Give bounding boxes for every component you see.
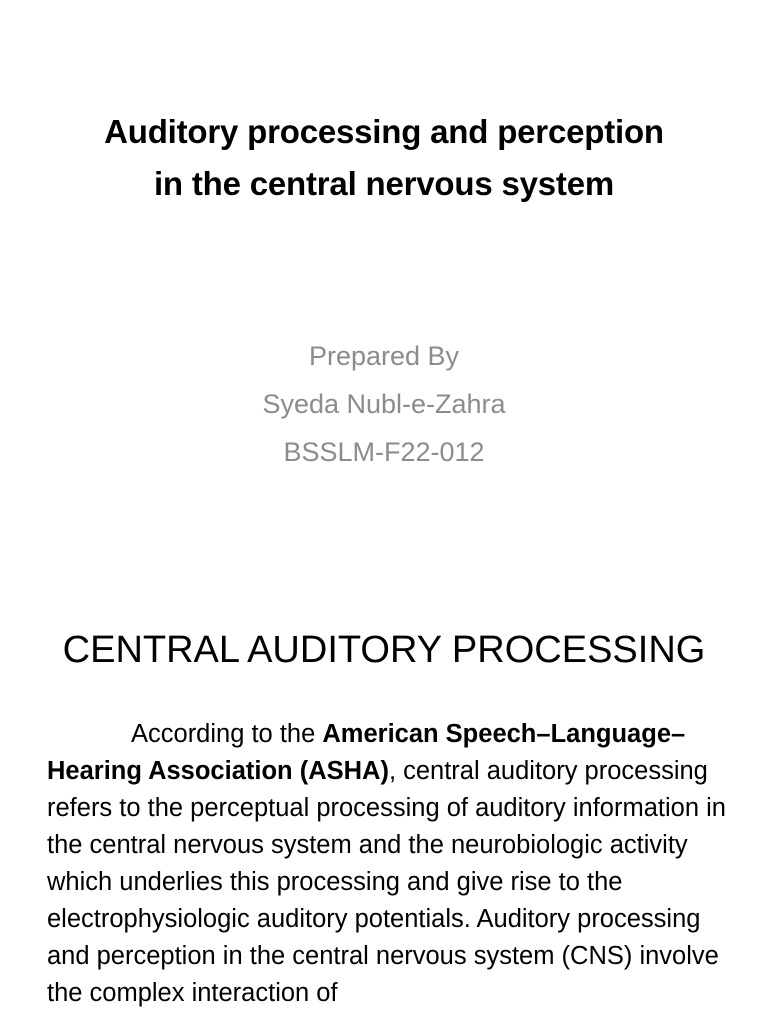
author-block: [0, 332, 768, 476]
body-rest: , central auditory processing refers to the perceptual processing of auditory information in the central nervous system and the neurobiologic activity which underlies this processing and give rise to the electrophysiologic auditory potentials. Auditory processing and perception in the central nervous system (CNS) involve the complex interaction of: [47, 757, 726, 1007]
content-slide: [0, 560, 768, 1024]
presentation-title: [20, 106, 748, 210]
body-paragraph: [47, 716, 737, 1012]
slide-heading: CENTRAL AUDITORY PROCESSING: [62, 629, 706, 671]
body-intro: According to the: [131, 720, 323, 748]
student-id: BSSLM-F22-012: [283, 437, 485, 467]
author-name: Syeda Nubl-e-Zahra: [262, 389, 506, 419]
title-line-1: Auditory processing and perception: [104, 113, 664, 150]
asha-name: American Speech–Language–Hearing Association (ASHA): [47, 720, 686, 785]
title-line-2: in the central nervous system: [153, 165, 615, 202]
prepared-by-label: Prepared By: [308, 341, 460, 371]
